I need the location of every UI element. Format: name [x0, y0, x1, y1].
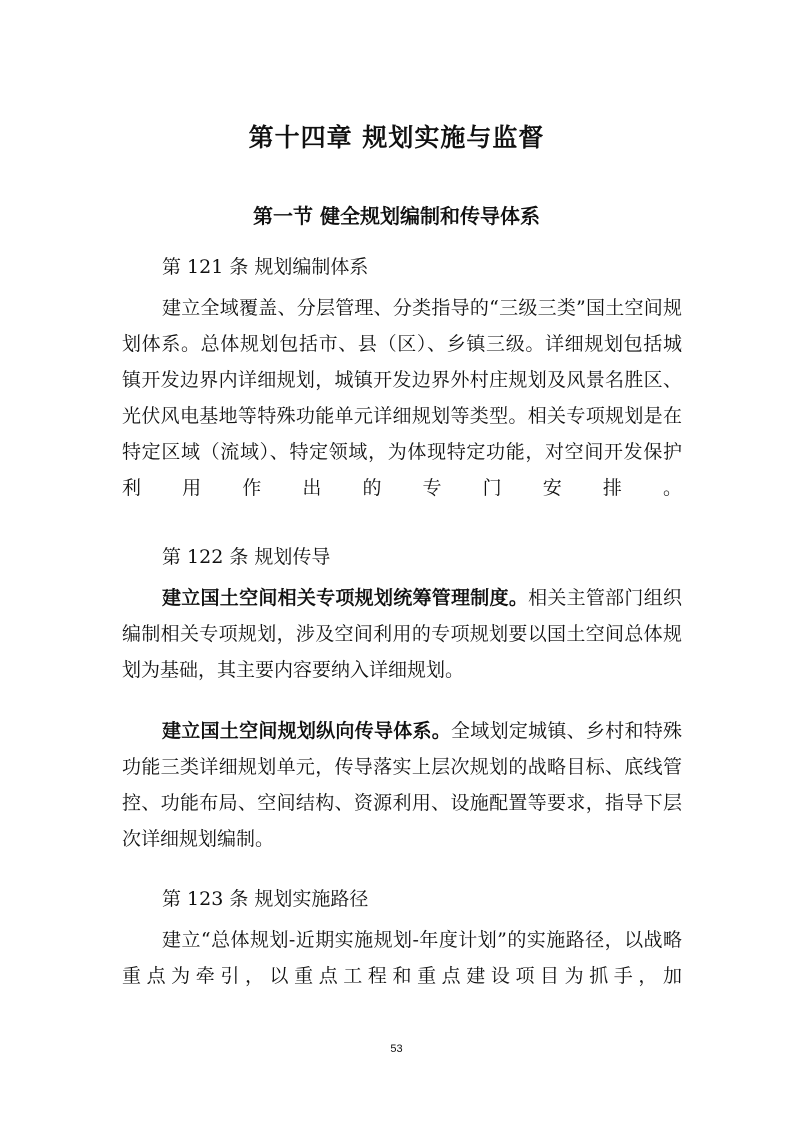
article-123-heading: 第 123 条 规划实施路径: [162, 888, 369, 910]
paragraph-lead: 建立国土空间规划纵向传导体系。: [162, 720, 452, 742]
paragraph-lead: 建立国土空间相关专项规划统筹管理制度。: [162, 587, 529, 609]
paragraph-text: 相关主管部门组织编制相关专项规划，涉及空间利用的专项规划要以国土空间总体规划为基础，其主要内容要纳入详细规划。: [122, 587, 682, 681]
article-123-paragraph: [122, 922, 682, 994]
page-number: 53: [390, 1043, 403, 1055]
article-121-heading: 第 121 条 规划编制体系: [162, 256, 369, 278]
article-122-paragraph-1: [122, 580, 682, 688]
article-122-paragraph-2: [122, 713, 682, 857]
paragraph-text: 建立全域覆盖、分层管理、分类指导的“三级三类”国土空间规划体系。总体规划包括市、县（区）、乡镇三级。详细规划包括城镇开发边界内详细规划，城镇开发边界外村庄规划及风景名胜区、光伏风电基地等特殊功能单元详细规划等类型。相关专项规划是在特定区域（流域）、特定领域，为体现特定功能，对空间开发保护利用作出的专门安排。: [122, 297, 682, 499]
chapter-title: 第十四章 规划实施与监督: [248, 123, 545, 152]
paragraph-text: 建立“总体规划-近期实施规划-年度计划”的实施路径，以战略重点为牵引，以重点工程和重点建设项目为抓手，加: [122, 929, 682, 987]
paragraph-text: 全域划定城镇、乡村和特殊功能三类详细规划单元，传导落实上层次规划的战略目标、底线管控、功能布局、空间结构、资源利用、设施配置等要求，指导下层次详细规划编制。: [122, 720, 682, 850]
section-title: 第一节 健全规划编制和传导体系: [253, 204, 540, 228]
article-122-heading: 第 122 条 规划传导: [162, 546, 331, 568]
article-121-paragraph: [122, 290, 682, 506]
